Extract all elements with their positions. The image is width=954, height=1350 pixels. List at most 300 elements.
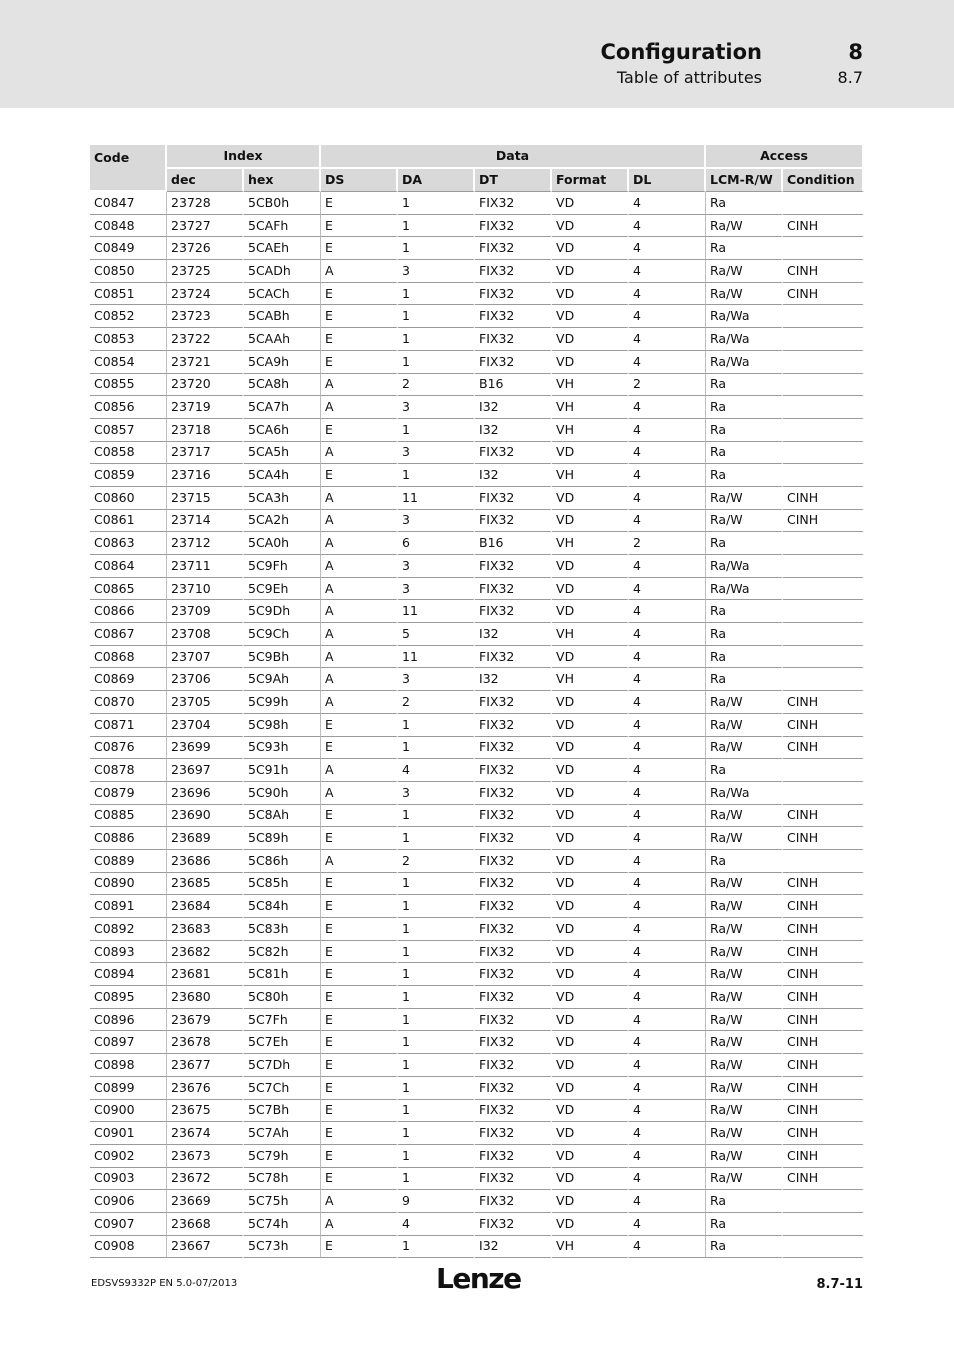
- table-cell: CINH: [783, 1145, 864, 1168]
- table-cell: Ra/W: [706, 963, 783, 986]
- table-cell: A: [321, 623, 398, 646]
- table-cell: 5C7Ch: [244, 1077, 321, 1100]
- table-cell: 23705: [167, 691, 244, 714]
- table-cell: 3: [398, 782, 475, 805]
- table-cell: E: [321, 464, 398, 487]
- table-cell: CINH: [783, 691, 864, 714]
- table-cell: 1: [398, 464, 475, 487]
- table-cell: [783, 396, 864, 419]
- table-cell: 4: [629, 1054, 706, 1077]
- table-cell: Ra/Wa: [706, 578, 783, 601]
- document-id: EDSVS9332P EN 5.0-07/2013: [91, 1278, 238, 1289]
- table-cell: Ra/W: [706, 1054, 783, 1077]
- table-cell: Ra/W: [706, 691, 783, 714]
- table-cell: FIX32: [475, 1031, 552, 1054]
- table-cell: Ra/W: [706, 215, 783, 238]
- table-cell: 1: [398, 1077, 475, 1100]
- table-cell: [783, 351, 864, 374]
- table-cell: E: [321, 237, 398, 260]
- table-cell: 23674: [167, 1122, 244, 1145]
- table-cell: CINH: [783, 1009, 864, 1032]
- table-cell: 4: [629, 555, 706, 578]
- table-cell: VD: [552, 759, 629, 782]
- table-cell: 4: [629, 782, 706, 805]
- table-cell: VD: [552, 646, 629, 669]
- table-cell: VD: [552, 850, 629, 873]
- table-cell: C0868: [90, 646, 167, 669]
- table-row: [90, 714, 864, 737]
- table-cell: CINH: [783, 963, 864, 986]
- table-cell: VD: [552, 1145, 629, 1168]
- table-cell: 5C7Dh: [244, 1054, 321, 1077]
- table-cell: [783, 192, 864, 215]
- table-cell: B16: [475, 532, 552, 555]
- table-cell: 5CA3h: [244, 487, 321, 510]
- table-cell: A: [321, 555, 398, 578]
- code-header: Code: [90, 145, 167, 192]
- table-cell: C0889: [90, 850, 167, 873]
- page-number: 8.7-11: [816, 1277, 863, 1292]
- table-cell: A: [321, 600, 398, 623]
- table-cell: C0871: [90, 714, 167, 737]
- table-cell: 23689: [167, 827, 244, 850]
- table-cell: VD: [552, 895, 629, 918]
- table-cell: 5C81h: [244, 963, 321, 986]
- table-cell: 4: [629, 986, 706, 1009]
- table-cell: C0908: [90, 1236, 167, 1259]
- table-cell: 1: [398, 918, 475, 941]
- table-cell: [783, 555, 864, 578]
- table-cell: 5CA6h: [244, 419, 321, 442]
- table-cell: 4: [629, 737, 706, 760]
- table-cell: Ra: [706, 600, 783, 623]
- table-cell: 4: [629, 578, 706, 601]
- table-cell: 4: [629, 895, 706, 918]
- table-row: [90, 737, 864, 760]
- table-cell: 3: [398, 396, 475, 419]
- table-cell: E: [321, 1077, 398, 1100]
- table-cell: C0855: [90, 374, 167, 397]
- table-row: [90, 237, 864, 260]
- section-title: Table of attributes: [616, 68, 762, 87]
- table-cell: C0903: [90, 1168, 167, 1191]
- table-cell: 4: [398, 1213, 475, 1236]
- table-cell: FIX32: [475, 1122, 552, 1145]
- table-cell: 4: [629, 442, 706, 465]
- table-cell: C0858: [90, 442, 167, 465]
- table-cell: A: [321, 782, 398, 805]
- table-cell: 4: [629, 1077, 706, 1100]
- table-cell: FIX32: [475, 555, 552, 578]
- table-cell: [783, 759, 864, 782]
- table-cell: 4: [629, 714, 706, 737]
- table-cell: C0896: [90, 1009, 167, 1032]
- table-cell: FIX32: [475, 782, 552, 805]
- table-cell: FIX32: [475, 986, 552, 1009]
- table-cell: VD: [552, 805, 629, 828]
- column-header-format: Format: [552, 169, 629, 192]
- table-cell: E: [321, 963, 398, 986]
- table-cell: 1: [398, 1122, 475, 1145]
- table-row: [90, 986, 864, 1009]
- table-cell: 23707: [167, 646, 244, 669]
- table-cell: Ra: [706, 1213, 783, 1236]
- table-cell: 23706: [167, 668, 244, 691]
- table-cell: E: [321, 283, 398, 306]
- table-cell: 23712: [167, 532, 244, 555]
- table-cell: 4: [629, 918, 706, 941]
- table-row: [90, 963, 864, 986]
- table-cell: I32: [475, 419, 552, 442]
- table-cell: C0900: [90, 1100, 167, 1123]
- table-cell: 5CA9h: [244, 351, 321, 374]
- table-row: [90, 805, 864, 828]
- table-cell: [783, 419, 864, 442]
- table-cell: C0892: [90, 918, 167, 941]
- table-cell: 4: [629, 351, 706, 374]
- table-cell: VD: [552, 1190, 629, 1213]
- table-cell: [783, 532, 864, 555]
- table-cell: 3: [398, 578, 475, 601]
- table-cell: VD: [552, 1009, 629, 1032]
- table-cell: FIX32: [475, 827, 552, 850]
- table-cell: C0894: [90, 963, 167, 986]
- table-cell: C0847: [90, 192, 167, 215]
- table-cell: FIX32: [475, 895, 552, 918]
- table-cell: E: [321, 215, 398, 238]
- table-cell: VD: [552, 442, 629, 465]
- table-cell: A: [321, 691, 398, 714]
- table-cell: VD: [552, 351, 629, 374]
- table-row: [90, 1100, 864, 1123]
- table-cell: A: [321, 374, 398, 397]
- table-cell: FIX32: [475, 1054, 552, 1077]
- table-cell: 2: [629, 532, 706, 555]
- table-cell: VD: [552, 487, 629, 510]
- table-cell: FIX32: [475, 578, 552, 601]
- table-cell: 23718: [167, 419, 244, 442]
- table-cell: FIX32: [475, 850, 552, 873]
- table-row: [90, 396, 864, 419]
- table-cell: E: [321, 1009, 398, 1032]
- table-cell: VD: [552, 600, 629, 623]
- table-cell: CINH: [783, 714, 864, 737]
- table-cell: FIX32: [475, 442, 552, 465]
- table-cell: 1: [398, 283, 475, 306]
- table-cell: 23717: [167, 442, 244, 465]
- lenze-logo: Lenze: [436, 1262, 521, 1295]
- table-cell: 4: [629, 1236, 706, 1259]
- table-cell: C0907: [90, 1213, 167, 1236]
- table-cell: 4: [629, 192, 706, 215]
- table-cell: 23727: [167, 215, 244, 238]
- table-cell: C0867: [90, 623, 167, 646]
- table-cell: 4: [629, 941, 706, 964]
- table-cell: 4: [629, 510, 706, 533]
- table-cell: 3: [398, 668, 475, 691]
- table-cell: FIX32: [475, 714, 552, 737]
- table-cell: 5: [398, 623, 475, 646]
- column-header-hex: hex: [244, 169, 321, 192]
- table-cell: FIX32: [475, 805, 552, 828]
- table-cell: Ra/W: [706, 805, 783, 828]
- table-cell: 5C9Ch: [244, 623, 321, 646]
- table-cell: [783, 305, 864, 328]
- table-cell: 2: [629, 374, 706, 397]
- column-header-ds: DS: [321, 169, 398, 192]
- table-cell: C0864: [90, 555, 167, 578]
- table-cell: 4: [629, 646, 706, 669]
- table-cell: I32: [475, 396, 552, 419]
- table-row: [90, 351, 864, 374]
- table-row: [90, 691, 864, 714]
- table-cell: CINH: [783, 873, 864, 896]
- table-row: [90, 850, 864, 873]
- table-cell: 23681: [167, 963, 244, 986]
- table-row: [90, 1077, 864, 1100]
- table-cell: Ra: [706, 192, 783, 215]
- table-cell: 4: [629, 850, 706, 873]
- table-cell: 5CB0h: [244, 192, 321, 215]
- table-row: [90, 374, 864, 397]
- table-row: [90, 1054, 864, 1077]
- table-cell: 5C7Bh: [244, 1100, 321, 1123]
- table-cell: VD: [552, 782, 629, 805]
- table-cell: E: [321, 1168, 398, 1191]
- table-cell: C0861: [90, 510, 167, 533]
- table-cell: Ra: [706, 759, 783, 782]
- chapter-title: Configuration: [600, 40, 762, 64]
- table-cell: VH: [552, 419, 629, 442]
- table-cell: C0879: [90, 782, 167, 805]
- table-row: [90, 1031, 864, 1054]
- table-cell: CINH: [783, 805, 864, 828]
- table-cell: VD: [552, 691, 629, 714]
- table-cell: C0885: [90, 805, 167, 828]
- table-cell: 1: [398, 192, 475, 215]
- table-cell: 5CA5h: [244, 442, 321, 465]
- table-cell: CINH: [783, 1031, 864, 1054]
- chapter-number: 8: [848, 40, 863, 64]
- table-cell: B16: [475, 374, 552, 397]
- table-cell: 23716: [167, 464, 244, 487]
- table-cell: 2: [398, 374, 475, 397]
- table-cell: 1: [398, 1054, 475, 1077]
- table-cell: VD: [552, 873, 629, 896]
- table-cell: [783, 1236, 864, 1259]
- table-cell: 1: [398, 963, 475, 986]
- table-cell: 5C74h: [244, 1213, 321, 1236]
- table-cell: 1: [398, 1100, 475, 1123]
- attributes-table: [90, 145, 864, 1258]
- table-cell: Ra/W: [706, 918, 783, 941]
- table-cell: C0897: [90, 1031, 167, 1054]
- table-cell: E: [321, 1031, 398, 1054]
- table-cell: 4: [629, 237, 706, 260]
- table-cell: E: [321, 1100, 398, 1123]
- table-cell: Ra: [706, 442, 783, 465]
- table-cell: VD: [552, 737, 629, 760]
- table-cell: FIX32: [475, 918, 552, 941]
- table-cell: C0863: [90, 532, 167, 555]
- table-cell: FIX32: [475, 941, 552, 964]
- table-row: [90, 532, 864, 555]
- table-cell: 1: [398, 827, 475, 850]
- table-cell: E: [321, 918, 398, 941]
- table-cell: 23728: [167, 192, 244, 215]
- table-row: [90, 623, 864, 646]
- table-cell: 23668: [167, 1213, 244, 1236]
- table-cell: 4: [629, 419, 706, 442]
- table-cell: Ra: [706, 668, 783, 691]
- table-cell: VD: [552, 986, 629, 1009]
- table-cell: 11: [398, 487, 475, 510]
- table-cell: 5C9Dh: [244, 600, 321, 623]
- table-cell: 5C9Ah: [244, 668, 321, 691]
- table-cell: CINH: [783, 941, 864, 964]
- table-cell: C0866: [90, 600, 167, 623]
- table-cell: FIX32: [475, 1077, 552, 1100]
- table-row: [90, 1213, 864, 1236]
- table-cell: VD: [552, 1168, 629, 1191]
- table-cell: C0898: [90, 1054, 167, 1077]
- table-cell: 1: [398, 714, 475, 737]
- table-cell: 1: [398, 328, 475, 351]
- table-cell: Ra/Wa: [706, 305, 783, 328]
- table-cell: 2: [398, 850, 475, 873]
- table-row: [90, 895, 864, 918]
- table-cell: 5CADh: [244, 260, 321, 283]
- table-cell: FIX32: [475, 646, 552, 669]
- table-cell: E: [321, 419, 398, 442]
- table-cell: E: [321, 941, 398, 964]
- index-group-header: Index: [167, 145, 321, 169]
- table-cell: VD: [552, 237, 629, 260]
- table-cell: 23676: [167, 1077, 244, 1100]
- table-cell: Ra/W: [706, 1031, 783, 1054]
- table-cell: 23709: [167, 600, 244, 623]
- table-row: [90, 918, 864, 941]
- table-cell: 5C73h: [244, 1236, 321, 1259]
- table-cell: C0853: [90, 328, 167, 351]
- table-cell: 5C78h: [244, 1168, 321, 1191]
- table-cell: CINH: [783, 1100, 864, 1123]
- table-row: [90, 260, 864, 283]
- table-cell: 1: [398, 419, 475, 442]
- table-cell: [783, 1190, 864, 1213]
- table-cell: 5C79h: [244, 1145, 321, 1168]
- table-cell: VD: [552, 283, 629, 306]
- table-cell: Ra: [706, 464, 783, 487]
- table-row: [90, 328, 864, 351]
- table-row: [90, 873, 864, 896]
- table-cell: 5C9Eh: [244, 578, 321, 601]
- table-cell: C0906: [90, 1190, 167, 1213]
- table-row: [90, 759, 864, 782]
- table-cell: FIX32: [475, 260, 552, 283]
- column-header-dt: DT: [475, 169, 552, 192]
- table-row: [90, 1145, 864, 1168]
- table-cell: A: [321, 532, 398, 555]
- table-cell: A: [321, 759, 398, 782]
- table-cell: E: [321, 351, 398, 374]
- table-cell: E: [321, 1054, 398, 1077]
- table-cell: 4: [629, 963, 706, 986]
- column-header-lcm-rw: LCM-R/W: [706, 169, 783, 192]
- table-cell: CINH: [783, 487, 864, 510]
- table-cell: C0876: [90, 737, 167, 760]
- table-cell: A: [321, 578, 398, 601]
- table-cell: 5C9Bh: [244, 646, 321, 669]
- table-cell: FIX32: [475, 1145, 552, 1168]
- table-cell: FIX32: [475, 737, 552, 760]
- table-cell: E: [321, 805, 398, 828]
- table-cell: 4: [629, 1145, 706, 1168]
- table-cell: VD: [552, 963, 629, 986]
- table-cell: E: [321, 1145, 398, 1168]
- table-cell: FIX32: [475, 283, 552, 306]
- table-cell: 5C91h: [244, 759, 321, 782]
- table-row: [90, 1009, 864, 1032]
- table-cell: 1: [398, 305, 475, 328]
- table-cell: 3: [398, 260, 475, 283]
- table-cell: 23715: [167, 487, 244, 510]
- column-header-dl: DL: [629, 169, 706, 192]
- table-cell: FIX32: [475, 759, 552, 782]
- table-cell: VH: [552, 374, 629, 397]
- table-cell: 4: [629, 827, 706, 850]
- table-cell: Ra: [706, 646, 783, 669]
- table-cell: FIX32: [475, 192, 552, 215]
- table-cell: VD: [552, 918, 629, 941]
- table-cell: 4: [398, 759, 475, 782]
- table-cell: VD: [552, 827, 629, 850]
- table-cell: C0890: [90, 873, 167, 896]
- table-cell: [783, 623, 864, 646]
- table-cell: A: [321, 646, 398, 669]
- table-cell: 23697: [167, 759, 244, 782]
- table-cell: 1: [398, 1009, 475, 1032]
- table-cell: FIX32: [475, 691, 552, 714]
- table-cell: 23699: [167, 737, 244, 760]
- table-cell: Ra/W: [706, 714, 783, 737]
- table-cell: 23686: [167, 850, 244, 873]
- table-cell: VH: [552, 464, 629, 487]
- table-cell: Ra: [706, 374, 783, 397]
- table-row: [90, 305, 864, 328]
- table-cell: 23714: [167, 510, 244, 533]
- table-body: [90, 192, 864, 1258]
- table-row: [90, 668, 864, 691]
- table-cell: 23678: [167, 1031, 244, 1054]
- table-cell: E: [321, 192, 398, 215]
- table-cell: 5C83h: [244, 918, 321, 941]
- table-cell: CINH: [783, 215, 864, 238]
- table-cell: C0899: [90, 1077, 167, 1100]
- table-cell: 4: [629, 805, 706, 828]
- table-cell: 4: [629, 1100, 706, 1123]
- table-cell: C0849: [90, 237, 167, 260]
- table-cell: [783, 668, 864, 691]
- table-cell: C0851: [90, 283, 167, 306]
- table-cell: 23669: [167, 1190, 244, 1213]
- table-cell: 5C7Ah: [244, 1122, 321, 1145]
- table-cell: [783, 328, 864, 351]
- table-cell: Ra/Wa: [706, 555, 783, 578]
- table-cell: Ra/W: [706, 986, 783, 1009]
- table-cell: Ra: [706, 850, 783, 873]
- table-cell: C0886: [90, 827, 167, 850]
